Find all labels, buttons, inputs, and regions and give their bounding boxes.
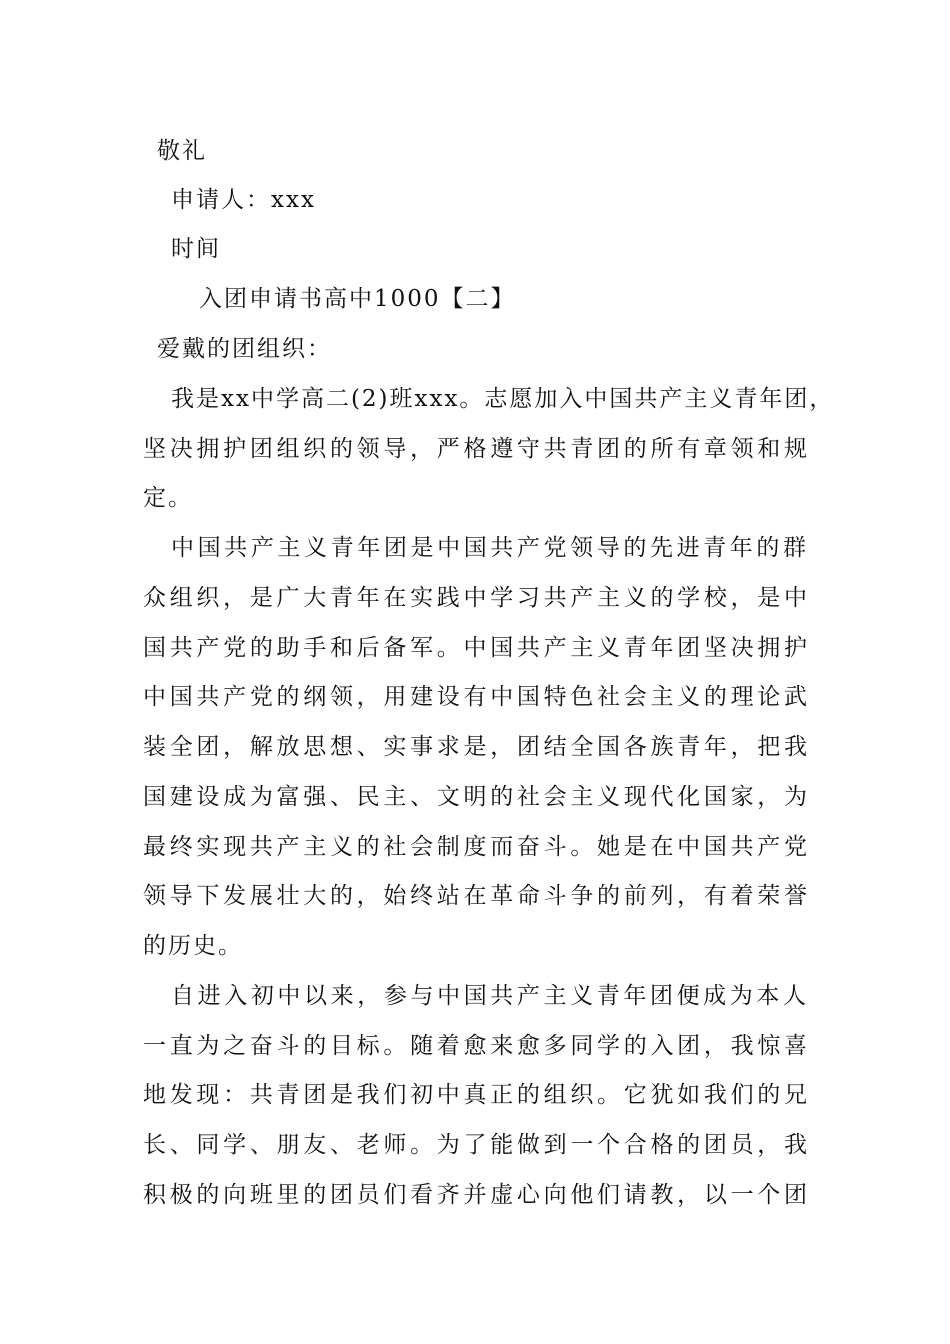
paragraph-3-line xyxy=(143,1180,808,1210)
paragraph-2-line xyxy=(171,533,807,563)
paragraph-2-text: 中国共产党的纲领，用建设有中国特色社会主义的理论武 xyxy=(143,684,808,710)
paragraph-2-text: 国建设成为富强、民主、文明的社会主义现代化国家，为 xyxy=(143,784,808,810)
paragraph-1-line: 定。 xyxy=(143,485,193,511)
paragraph-2-line xyxy=(143,633,808,663)
paragraph-2-text: 装全团，解放思想、实事求是，团结全国各族青年，把我 xyxy=(143,734,808,760)
paragraph-3-text: 长、同学、朋友、老师。为了能做到一个合格的团员，我 xyxy=(143,1132,808,1158)
paragraph-3-line xyxy=(171,981,807,1011)
paragraph-2-line xyxy=(143,682,808,712)
paragraph-1-line xyxy=(143,434,808,464)
section-title: 入团申请书高中1000【二】 xyxy=(199,286,516,312)
paragraph-3-text: 一直为之奋斗的目标。随着愈来愈多同学的入团，我惊喜 xyxy=(143,1033,808,1059)
paragraph-2-text: 领导下发展壮大的，始终站在革命斗争的前列，有着荣誉 xyxy=(143,883,808,909)
paragraph-3-text: 积极的向班里的团员们看齐并虚心向他们请教，以一个团 xyxy=(143,1182,808,1208)
paragraph-2-line xyxy=(143,782,808,812)
paragraph-2-text: 国共产党的助手和后备军。中国共产主义青年团坚决拥护 xyxy=(143,635,808,661)
greeting: 爱戴的团组织： xyxy=(157,336,332,362)
closing-salute: 敬礼 xyxy=(157,138,207,164)
date-line: 时间 xyxy=(171,236,221,262)
paragraph-1-text: 坚决拥护团组织的领导，严格遵守共青团的所有章领和规 xyxy=(143,436,808,462)
applicant-line: 申请人：xxx xyxy=(171,187,316,213)
paragraph-2-line xyxy=(143,583,808,613)
paragraph-2-line xyxy=(143,732,808,762)
paragraph-2-text: 中国共产主义青年团是中国共产党领导的先进青年的群 xyxy=(171,535,807,561)
paragraph-2-text: 最终实现共产主义的社会制度而奋斗。她是在中国共产党 xyxy=(143,834,808,860)
paragraph-2-text: 众组织，是广大青年在实践中学习共产主义的学校，是中 xyxy=(143,585,808,611)
paragraph-3-line xyxy=(143,1031,808,1061)
paragraph-3-line xyxy=(143,1080,808,1110)
paragraph-2-line: 的历史。 xyxy=(143,933,243,959)
paragraph-3-text: 自进入初中以来，参与中国共产主义青年团便成为本人 xyxy=(171,983,807,1009)
paragraph-1-line: 我是xx中学高二(2)班xxx。志愿加入中国共产主义青年团， xyxy=(171,386,835,412)
paragraph-2-line xyxy=(143,881,808,911)
paragraph-2-line xyxy=(143,832,808,862)
paragraph-3-text: 地发现：共青团是我们初中真正的组织。它犹如我们的兄 xyxy=(143,1082,808,1108)
paragraph-3-line xyxy=(143,1130,808,1160)
